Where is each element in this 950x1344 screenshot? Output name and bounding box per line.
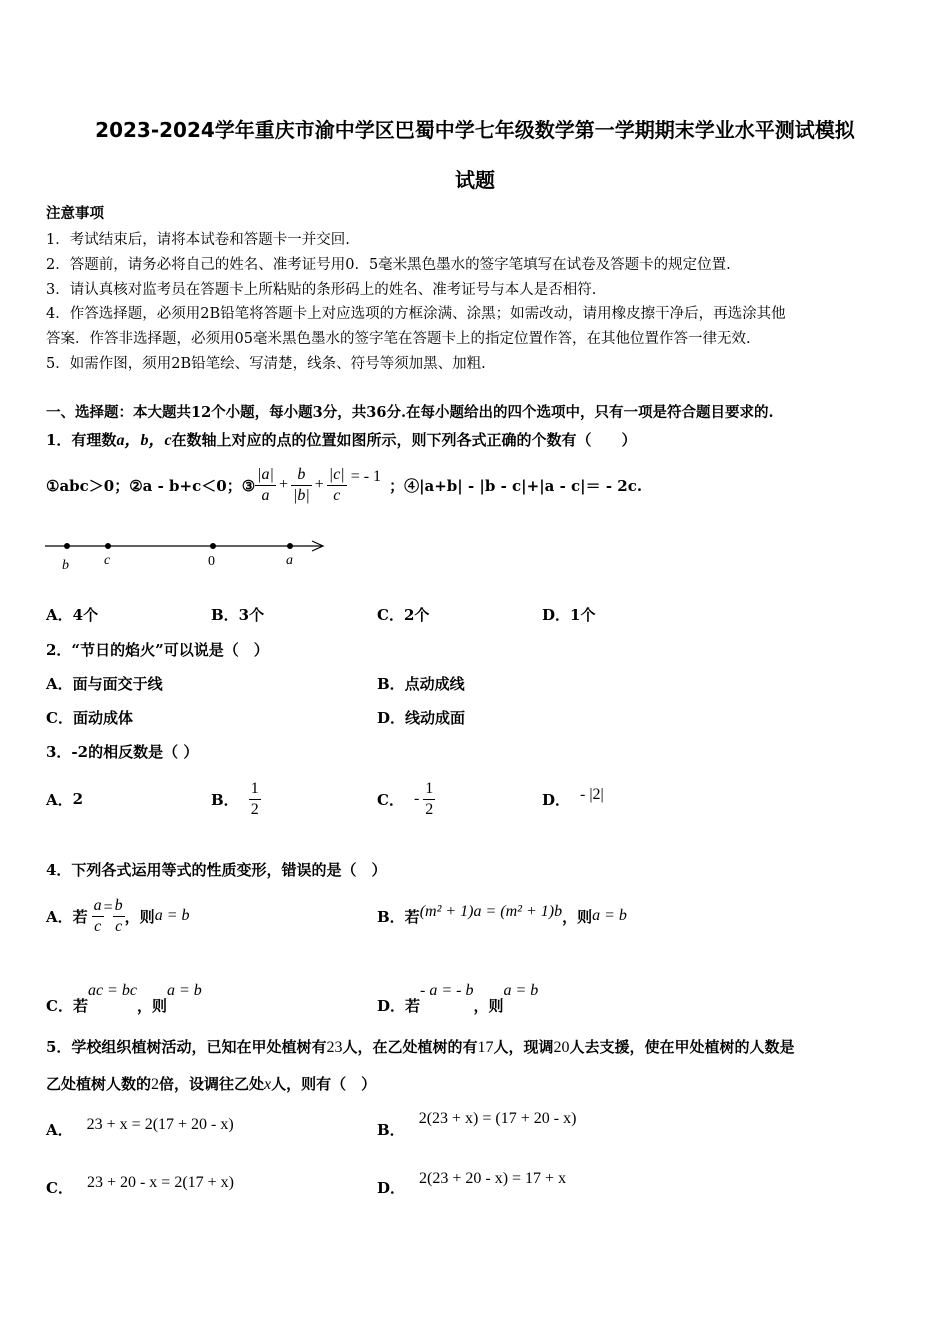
notice-item: 4．作答选择题，必须用2B铅笔将答题卡上对应选项的方框涂满、涂黑；如需改动，请用橡皮擦干净后，再选涂其他 <box>46 306 786 322</box>
q1-statement-4: ；④|a+b| - |b - c|+|a - c|＝ - 2c. <box>389 476 643 495</box>
question-4-stem: 4．下列各式运用等式的性质变形，错误的是（ ） <box>46 861 387 879</box>
page-title: 2023-2024学年重庆市渝中学区巴蜀中学七年级数学第一学期期末学业水平测试模拟 <box>95 118 855 142</box>
label-c: c <box>104 553 111 568</box>
label-0: 0 <box>208 554 215 569</box>
q3-option-d[interactable]: D． - |2| <box>542 786 604 809</box>
q2-option-c[interactable]: C．面动成体 <box>46 709 133 727</box>
q4-option-b[interactable]: B．若 (m² + 1)a = (m² + 1)b ，则 a = b <box>377 903 627 926</box>
question-2-stem: 2．“节日的焰火”可以说是（ ） <box>46 641 269 659</box>
q3-option-c[interactable]: C． - $\frac{1}{2}$ <box>377 779 434 818</box>
fraction: $\frac{1}{2}$ <box>250 779 259 818</box>
question-5-stem: 5．学校组织植树活动，已知在甲处植树有23人，在乙处植树的有17人，现调20人去支援，使在甲处植树的人数是 <box>46 1038 795 1056</box>
question-1-stem <box>46 427 637 450</box>
notice-item: 1．考试结束后，请将本试卷和答题卡一并交回. <box>46 232 350 248</box>
q5-option-a[interactable]: A． 23 + x = 2(17 + 20 - x) <box>46 1116 234 1139</box>
question-3-stem: 3．-2的相反数是（ ） <box>46 743 199 761</box>
section-heading: 一、选择题：本大题共12个小题，每小题3分，共36分.在每小题给出的四个选项中，只有一项是符合题目要求的. <box>46 404 774 421</box>
q5-option-d[interactable]: D． 2(23 + 20 - x) = 17 + x <box>377 1170 567 1197</box>
q2-option-a[interactable]: A．面与面交于线 <box>46 675 163 693</box>
notice-item: 答案．作答非选择题，必须用05毫米黑色墨水的签字笔在答题卡上的指定位置作答，在其他位置作答一律无效. <box>46 331 751 347</box>
page-title-line2: 试题 <box>455 168 495 192</box>
fraction: $\frac{|c|}{c}$ <box>328 465 345 504</box>
q4-option-d[interactable]: D．若 - a = - b ，则 a = b <box>377 982 539 1015</box>
q1-stem-prefix: 1．有理数 <box>46 431 117 449</box>
q1-option-b[interactable]: B．3个 <box>211 606 265 624</box>
q1-stem-vars: a，b，c <box>116 432 172 449</box>
notice-item: 3．请认真核对监考员在答题卡上所粘贴的条形码上的姓名、准考证号与本人是否相符. <box>46 282 597 298</box>
q5-option-b[interactable]: B． 2(23 + x) = (17 + 20 - x) <box>377 1110 577 1139</box>
fraction: $\frac{a}{c}$ <box>93 896 102 935</box>
q2-option-d[interactable]: D．线动成面 <box>377 709 466 727</box>
q4-option-a[interactable]: A．若 $\frac{a}{c}$ = $\frac{b}{c}$ ，则 a = b <box>46 896 190 935</box>
fraction: $\frac{1}{2}$ <box>425 779 434 818</box>
label-b: b <box>62 558 69 573</box>
q2-option-b[interactable]: B．点动成线 <box>377 675 465 693</box>
fraction: $\frac{b}{|b|}$ <box>292 465 310 504</box>
question-5-stem-line2: 乙处植树人数的2倍，设调往乙处x人，则有（ ） <box>46 1075 377 1093</box>
point-a <box>287 543 293 549</box>
label-a: a <box>286 553 293 568</box>
q5-option-c[interactable]: C． 23 + 20 - x = 2(17 + x) <box>46 1174 235 1197</box>
fraction: $\frac{b}{c}$ <box>114 896 123 935</box>
point-0 <box>210 543 216 549</box>
q1-stem-suffix: 在数轴上对应的点的位置如图所示，则下列各式正确的个数有（ ） <box>171 431 637 449</box>
q4-option-c[interactable]: C．若 ac = bc ，则 a = b <box>46 982 202 1015</box>
q1-statement-1-3: ①abc＞0；②a - b+c＜0；③ <box>46 476 256 495</box>
q1-option-d[interactable]: D．1个 <box>542 606 596 624</box>
point-c <box>105 543 111 549</box>
notice-item: 5．如需作图，须用2B铅笔绘、写清楚，线条、符号等须加黑、加粗. <box>46 356 486 372</box>
q1-option-c[interactable]: C．2个 <box>377 606 430 624</box>
fraction: $\frac{|a|}{a}$ <box>257 465 274 504</box>
notice-item: 2．答题前，请务必将自己的姓名、准考证号用0．5毫米黑色墨水的签字笔填写在试卷及答题卡的规定位置. <box>46 257 731 273</box>
point-b <box>64 543 70 549</box>
q3-option-b[interactable]: B． $\frac{1}{2}$ <box>211 779 259 818</box>
q1-statement-3-eq: = - 1 <box>350 468 382 485</box>
number-line <box>40 535 340 575</box>
q1-option-a[interactable]: A．4个 <box>46 606 99 624</box>
question-1-statements: ①abc＞0；②a - b+c＜0；③ $\frac{|a|}{a}$ + $\frac{b}{|b|}$ + $\frac{|c|}{c}$ = - 1 ；④|a+b| - |b - c|+|a - c|＝ - 2c. <box>46 465 643 504</box>
q3-option-a[interactable]: A． 2 <box>46 790 84 809</box>
notice-heading: 注意事项 <box>46 205 104 222</box>
